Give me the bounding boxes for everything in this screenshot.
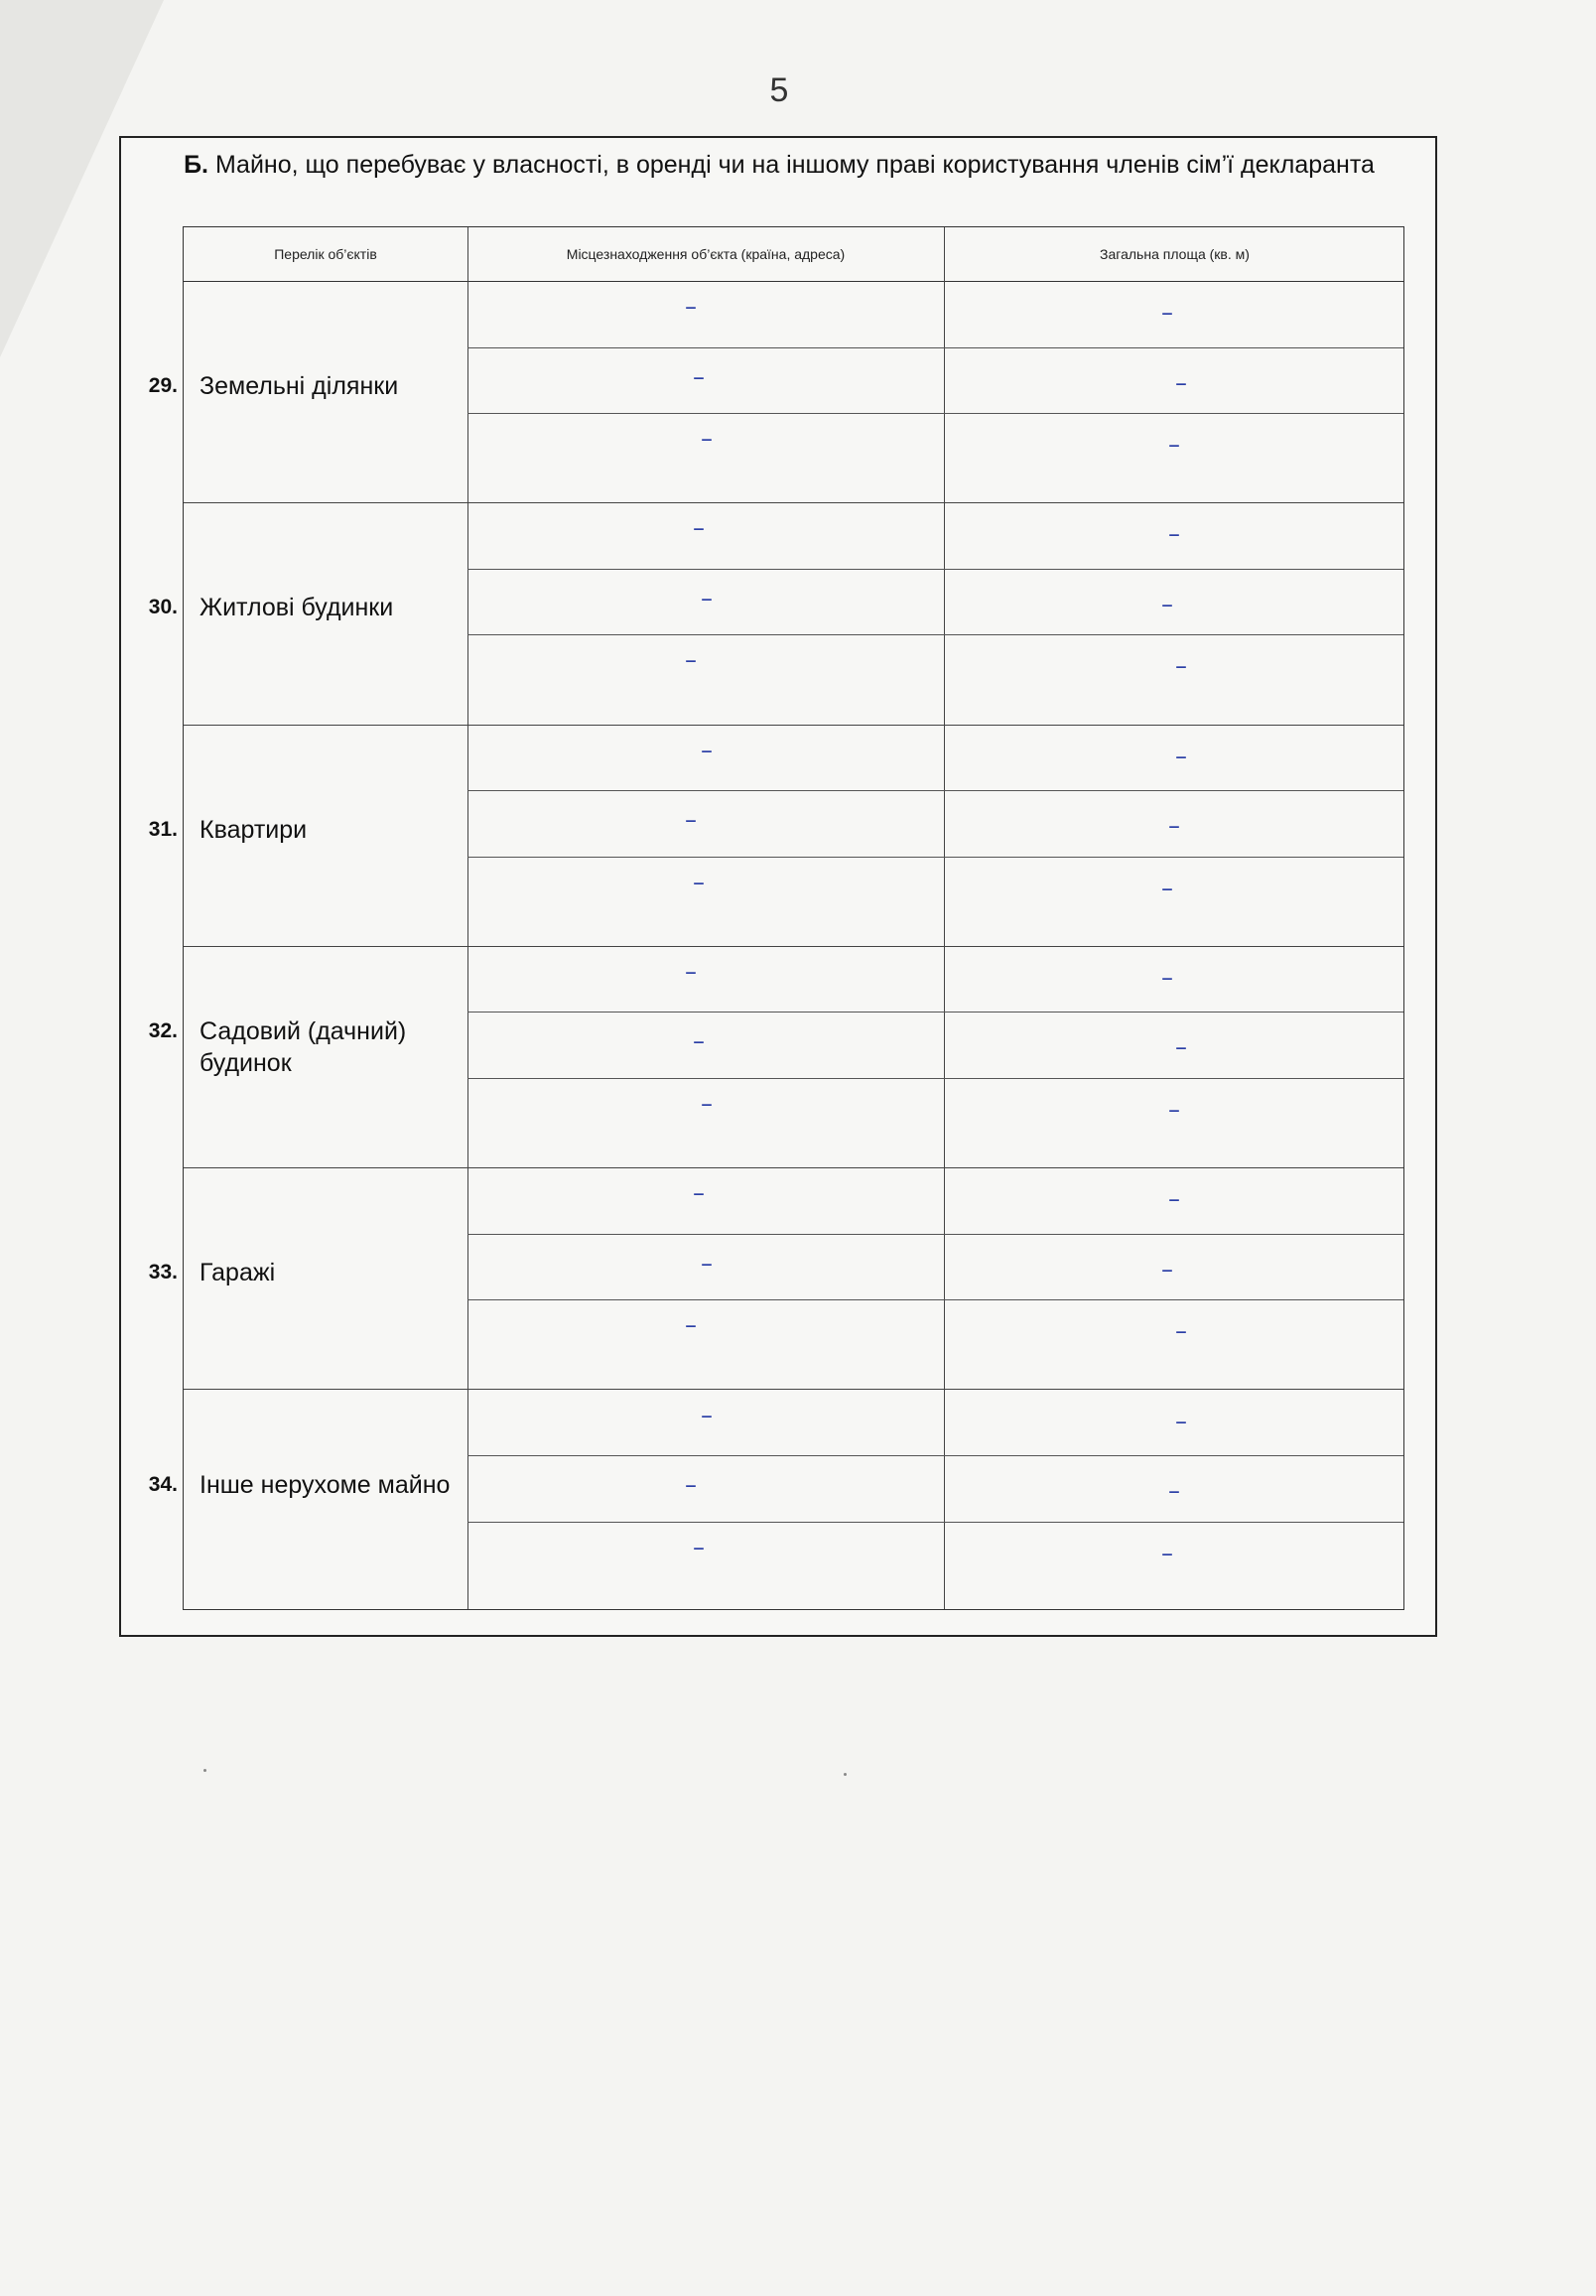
sub-row-divider (467, 1522, 1403, 1523)
sub-row-divider (467, 634, 1403, 635)
sub-row-divider (467, 857, 1403, 858)
scan-speck (844, 1773, 847, 1776)
location-empty-mark: – (701, 584, 713, 612)
area-empty-mark: – (1168, 1185, 1180, 1214)
area-empty-mark: – (1175, 368, 1187, 397)
row-number: 29. (148, 374, 178, 397)
sub-row-divider (467, 413, 1403, 414)
area-empty-mark: – (1161, 963, 1173, 992)
row-label: Гаражі (200, 1259, 276, 1287)
sub-row-divider (467, 1299, 1403, 1300)
location-empty-mark: – (701, 736, 713, 764)
table-row (148, 725, 1403, 947)
location-empty-mark: – (701, 425, 713, 453)
sub-row-divider (467, 1234, 1403, 1235)
row-number: 33. (148, 1261, 178, 1284)
row-number: 31. (148, 817, 178, 841)
sub-row-divider (467, 1012, 1403, 1013)
area-empty-mark: – (1175, 652, 1187, 681)
sub-row-divider (467, 347, 1403, 348)
sub-row-divider (467, 790, 1403, 791)
area-empty-mark: – (1175, 1317, 1187, 1346)
area-empty-mark: – (1168, 1477, 1180, 1505)
sub-row-divider (467, 1078, 1403, 1079)
row-number: 32. (148, 1018, 178, 1042)
location-empty-mark: – (693, 514, 705, 543)
scan-speck (203, 1769, 206, 1772)
header-location: Місцезнаходження об’єкта (країна, адреса) (566, 246, 846, 262)
table-row (148, 502, 1403, 725)
row-label: Інше нерухоме майно (200, 1470, 451, 1499)
location-empty-mark: – (685, 293, 697, 321)
location-empty-mark: – (685, 1311, 697, 1340)
page-number: 5 (769, 71, 789, 109)
section-title-text: Майно, що перебуває у власності, в оренді чи на іншому праві користування членів сім’ї декларанта (214, 151, 1375, 179)
row-label: Житлові будинки (200, 594, 394, 622)
sub-row-divider (467, 1455, 1403, 1456)
row-number: 34. (148, 1472, 178, 1496)
location-empty-mark: – (701, 1089, 713, 1118)
location-empty-mark: – (701, 1249, 713, 1278)
row-label: Земельні ділянки (200, 372, 399, 400)
area-empty-mark: – (1168, 431, 1180, 459)
sub-row-divider (467, 569, 1403, 570)
table-row (148, 946, 1403, 1168)
row-label: Квартири (200, 815, 308, 844)
section-title (129, 149, 1429, 182)
area-empty-mark: – (1161, 874, 1173, 902)
area-empty-mark: – (1175, 1407, 1187, 1435)
header-objects: Перелік об’єктів (274, 246, 377, 262)
section-letter: Б. (184, 151, 208, 179)
area-empty-mark: – (1168, 520, 1180, 549)
area-empty-mark: – (1175, 742, 1187, 770)
location-empty-mark: – (701, 1401, 713, 1429)
area-empty-mark: – (1175, 1033, 1187, 1062)
area-empty-mark: – (1161, 1255, 1173, 1283)
row-number: 30. (148, 596, 178, 619)
location-empty-mark: – (685, 957, 697, 986)
area-empty-mark: – (1168, 812, 1180, 841)
location-empty-mark: – (693, 1179, 705, 1208)
table-row (148, 1167, 1403, 1390)
table-row (148, 1390, 1403, 1611)
property-table (148, 226, 1404, 1610)
location-empty-mark: – (693, 868, 705, 896)
location-empty-mark: – (685, 1471, 697, 1499)
location-empty-mark: – (685, 646, 697, 675)
area-empty-mark: – (1168, 1095, 1180, 1124)
header-area: Загальна площа (кв. м) (1100, 246, 1250, 262)
row-label: Садовий (дачний) будинок (200, 1016, 407, 1077)
location-empty-mark: – (693, 1027, 705, 1056)
area-empty-mark: – (1161, 590, 1173, 618)
location-empty-mark: – (693, 362, 705, 391)
area-empty-mark: – (1161, 299, 1173, 327)
location-empty-mark: – (685, 806, 697, 835)
table-row (148, 281, 1403, 503)
area-empty-mark: – (1161, 1539, 1173, 1567)
location-empty-mark: – (693, 1533, 705, 1561)
